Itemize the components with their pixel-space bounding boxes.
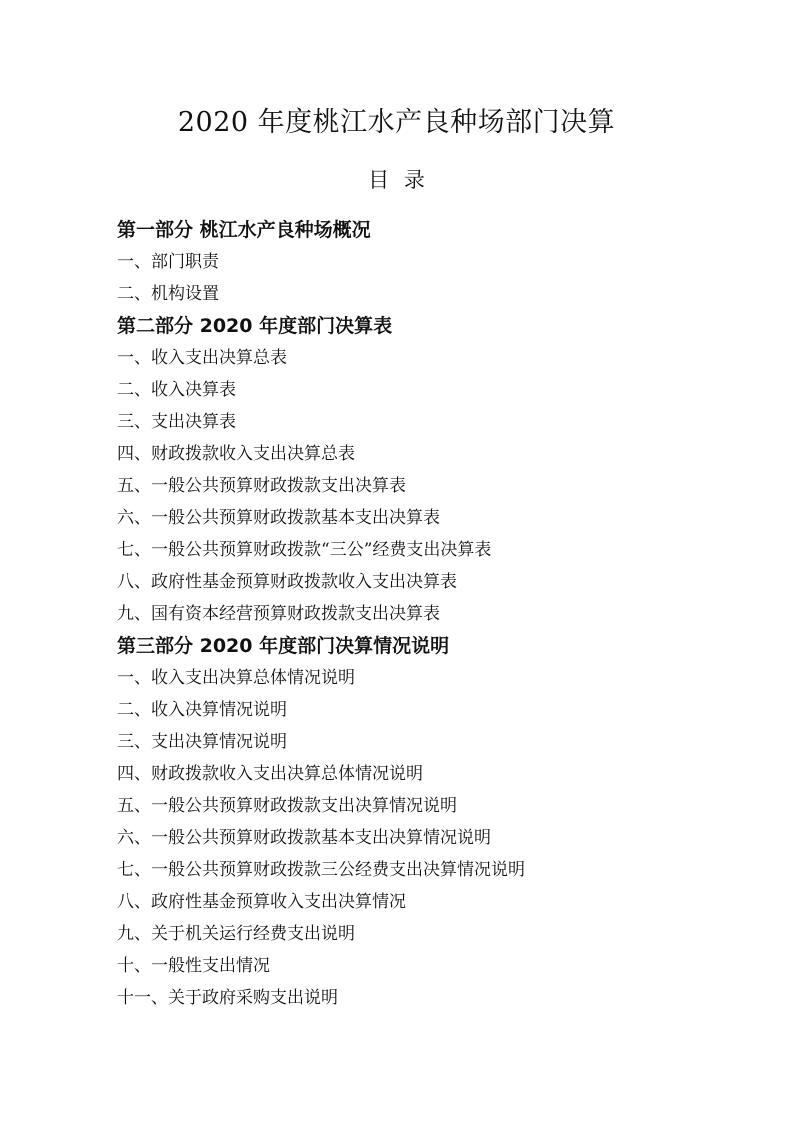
toc-item: 十、一般性支出情况 bbox=[117, 956, 270, 976]
toc-item: 二、收入决算情况说明 bbox=[117, 700, 287, 720]
toc-item: 一、收入支出决算总体情况说明 bbox=[117, 668, 355, 688]
toc-item: 九、关于机关运行经费支出说明 bbox=[117, 924, 355, 944]
toc-item: 四、财政拨款收入支出决算总体情况说明 bbox=[117, 764, 423, 784]
toc-item: 二、收入决算表 bbox=[117, 380, 236, 400]
toc-item: 八、政府性基金预算收入支出决算情况 bbox=[117, 892, 406, 912]
section-title-part-3: 第三部分 2020 年度部门决算情况说明 bbox=[117, 635, 450, 657]
toc-item: 五、一般公共预算财政拨款支出决算情况说明 bbox=[117, 796, 457, 816]
toc-item: 二、机构设置 bbox=[117, 284, 219, 304]
toc-item: 三、支出决算情况说明 bbox=[117, 732, 287, 752]
toc-heading: 目 录 bbox=[368, 168, 425, 192]
toc-item: 三、支出决算表 bbox=[117, 412, 236, 432]
toc-item: 十一、关于政府采购支出说明 bbox=[117, 988, 338, 1008]
toc-item: 七、一般公共预算财政拨款“三公”经费支出决算表 bbox=[117, 540, 492, 560]
toc-item: 六、一般公共预算财政拨款基本支出决算表 bbox=[117, 508, 440, 528]
toc-item: 八、政府性基金预算财政拨款收入支出决算表 bbox=[117, 572, 457, 592]
table-of-contents bbox=[117, 214, 737, 1014]
toc-item: 九、国有资本经营预算财政拨款支出决算表 bbox=[117, 604, 440, 624]
document-title: 2020 年度桃江水产良种场部门决算 bbox=[177, 107, 616, 138]
toc-item: 五、一般公共预算财政拨款支出决算表 bbox=[117, 476, 406, 496]
toc-item: 一、部门职责 bbox=[117, 252, 219, 272]
toc-item: 六、一般公共预算财政拨款基本支出决算情况说明 bbox=[117, 828, 491, 848]
section-title-part-1: 第一部分 桃江水产良种场概况 bbox=[117, 219, 371, 241]
toc-item: 四、财政拨款收入支出决算总表 bbox=[117, 444, 355, 464]
toc-item: 一、收入支出决算总表 bbox=[117, 348, 287, 368]
section-title-part-2: 第二部分 2020 年度部门决算表 bbox=[117, 315, 393, 337]
toc-item: 七、一般公共预算财政拨款三公经费支出决算情况说明 bbox=[117, 860, 525, 880]
